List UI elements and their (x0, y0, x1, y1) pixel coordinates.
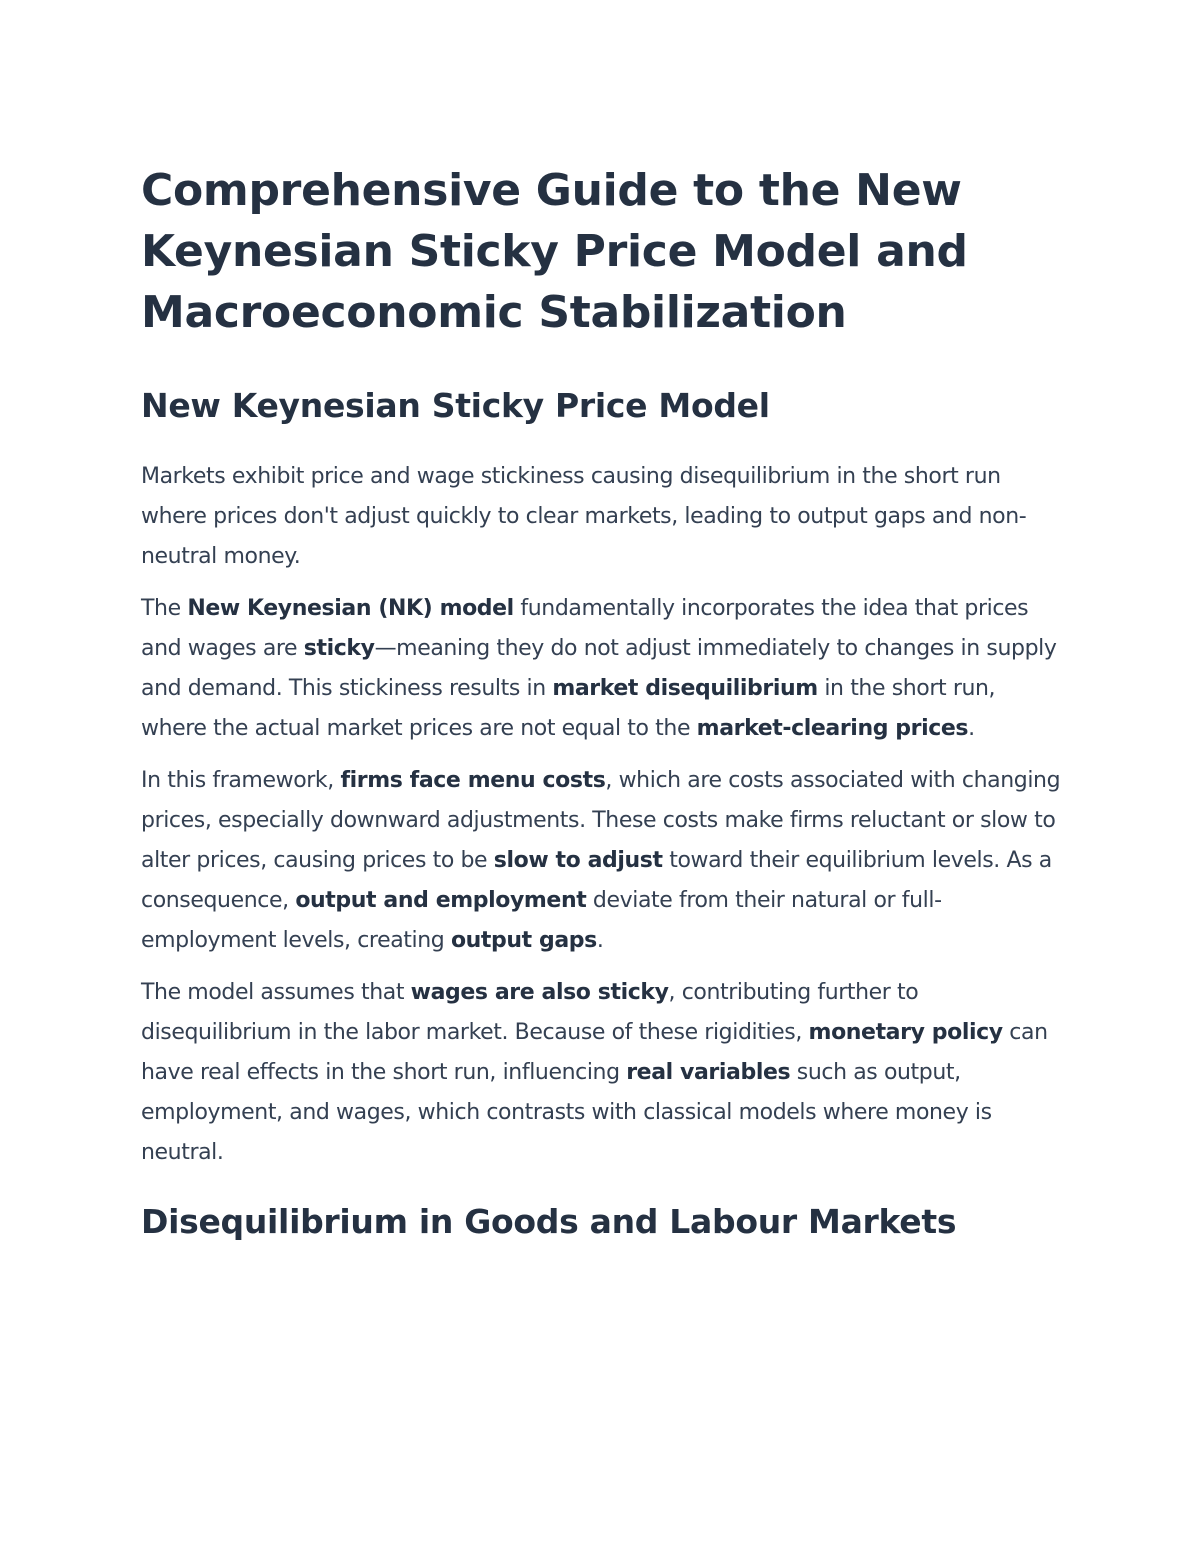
paragraph-text: In this framework, (141, 768, 341, 793)
section-heading-disequilibrium: Disequilibrium in Goods and Labour Markets (141, 1202, 957, 1241)
paragraph-text: The (141, 596, 188, 621)
paragraph-text: Markets exhibit price and wage stickiness causing disequilibrium in the short run where prices don't adjust quickly to clear markets, leading to output gaps and non-neutral money. (141, 464, 1027, 569)
paragraph-text: toward their equilibrium levels. As a consequence, (141, 848, 1052, 913)
paragraph-text: deviate from their natural or full-employment levels, creating (141, 888, 942, 953)
bold-text: sticky (303, 636, 375, 661)
paragraph (141, 457, 1066, 577)
section-body-sticky-price-model (141, 457, 1066, 1173)
paragraph-text: in the short run, where the actual market prices are not equal to the (141, 676, 996, 741)
bold-text: real variables (626, 1060, 791, 1085)
paragraph-text: . (596, 928, 604, 953)
paragraph-text: fundamentally incorporates the idea that prices and wages are (141, 596, 1029, 661)
bold-text: monetary policy (808, 1020, 1003, 1045)
document-title: Comprehensive Guide to the New Keynesian Sticky Price Model and Macroeconomic Stabilization (141, 165, 968, 338)
paragraph (141, 589, 1066, 749)
bold-text: firms face menu costs (340, 768, 606, 793)
bold-text: market disequilibrium (552, 676, 818, 701)
paragraph-text: , which are costs associated with changing prices, especially downward adjustments. These costs make firms reluctant or slow to alter prices, causing prices to be (141, 768, 1061, 873)
paragraph (141, 761, 1066, 961)
document-page (141, 160, 1066, 1244)
bold-text: output and employment (295, 888, 587, 913)
bold-text: output gaps (450, 928, 597, 953)
paragraph-text: can have real effects in the short run, influencing (141, 1020, 1048, 1085)
paragraph-text: . (968, 716, 975, 741)
bold-text: slow to adjust (493, 848, 663, 873)
paragraph (141, 973, 1066, 1173)
paragraph-text: , contributing further to disequilibrium in the labor market. Because of these rigidities, (141, 980, 919, 1045)
bold-text: market-clearing prices (696, 716, 969, 741)
bold-text: wages are also sticky (410, 980, 669, 1005)
section-heading-sticky-price-model: New Keynesian Sticky Price Model (141, 386, 770, 425)
paragraph-text: The model assumes that (141, 980, 411, 1005)
paragraph-text: —meaning they do not adjust immediately to changes in supply and demand. This stickiness results in (141, 636, 1057, 701)
bold-text: New Keynesian (NK) model (187, 596, 514, 621)
paragraph-text: such as output, employment, and wages, which contrasts with classical models where money is neutral. (141, 1060, 992, 1165)
